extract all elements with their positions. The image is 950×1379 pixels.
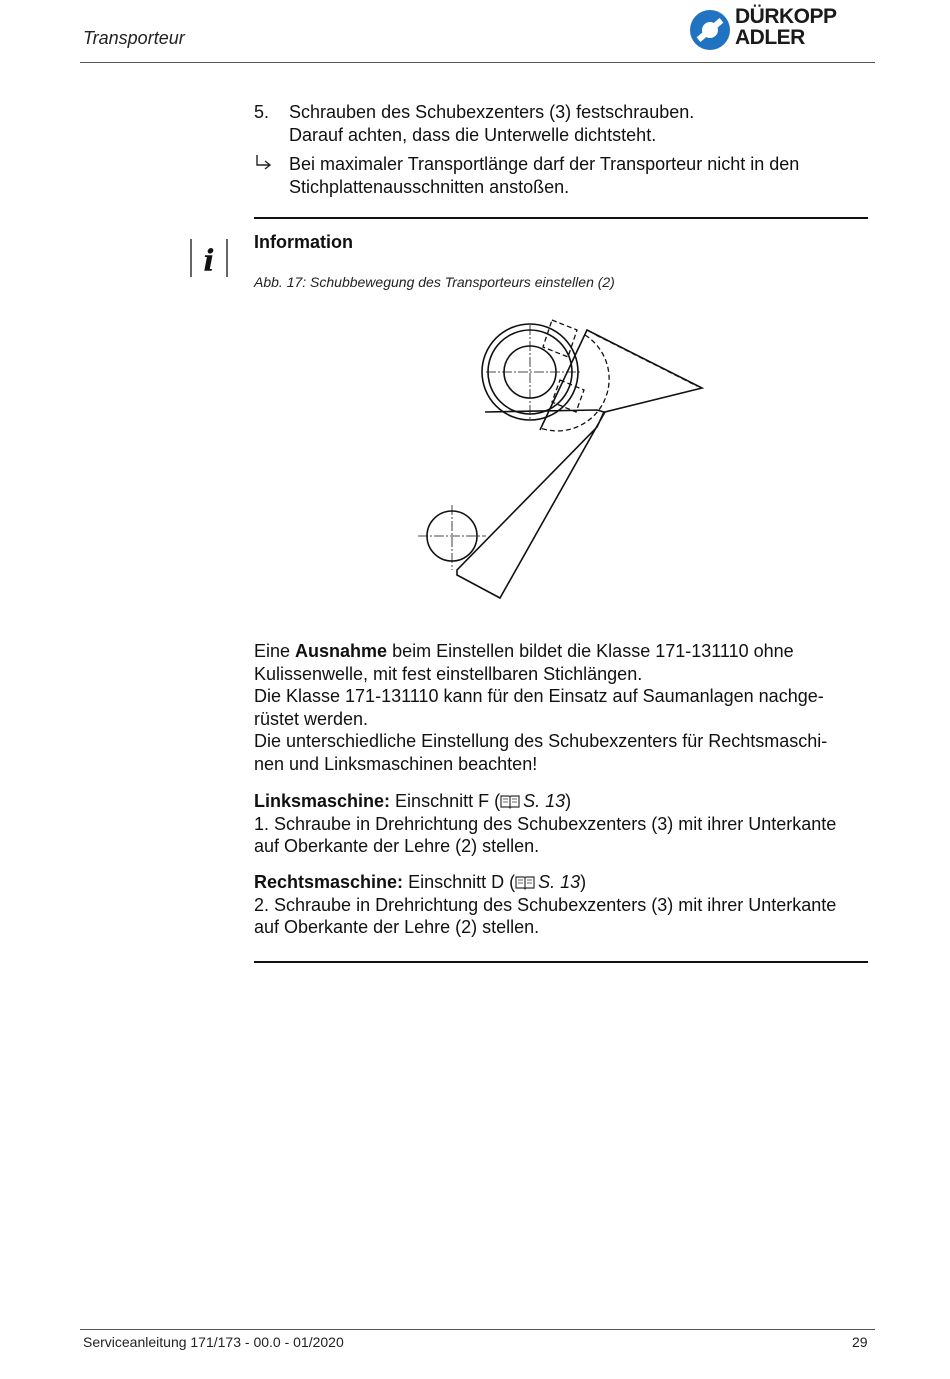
rechts-text: Einschnitt D (	[403, 872, 516, 892]
rechts-line-2: 2. Schraube in Drehrichtung des Schubexzenters (3) mit ihrer Unterkante	[254, 894, 837, 915]
result-arrow-icon	[254, 153, 274, 175]
step-text	[289, 101, 869, 146]
logo-line-2: ADLER	[735, 26, 805, 49]
links-section	[254, 790, 868, 858]
links-heading	[254, 790, 868, 813]
svg-text:i: i	[203, 244, 215, 277]
header-rule	[80, 62, 875, 63]
step-line-1: Schrauben des Schubexzenters (3) festschrauben.	[289, 102, 695, 122]
dashed-upper-edge	[596, 335, 697, 386]
paragraph-line-2: Kulissenwelle, mit fest einstellbaren Stichlängen.	[254, 663, 643, 684]
links-page-ref[interactable]: S. 13	[523, 791, 566, 811]
rechts-page-ref[interactable]: S. 13	[538, 872, 581, 892]
exception-paragraph	[254, 640, 868, 775]
links-line-3: auf Oberkante der Lehre (2) stellen.	[254, 836, 540, 856]
step-line-2: Darauf achten, dass die Unterwelle dichtsteht.	[289, 124, 657, 145]
step-number: 5.	[254, 102, 270, 122]
rechts-close: )	[580, 872, 587, 892]
book-icon	[515, 875, 535, 890]
info-box-bottom-rule	[254, 961, 868, 963]
rechts-section	[254, 871, 868, 939]
links-text: Einschnitt F (	[390, 791, 501, 811]
transporter-diagram	[410, 305, 710, 605]
logo-line-1: DÜRKOPP	[735, 5, 837, 28]
paragraph-line-1-pre: Eine	[254, 641, 296, 661]
paragraph-line-1-post: beim Einstellen bildet die Klasse 171-131110 ohne	[387, 641, 794, 661]
paragraph-emphasis: Ausnahme	[295, 641, 388, 661]
dashed-block-1	[543, 320, 577, 357]
paragraph-line-4: rüstet werden.	[254, 708, 369, 729]
links-line-2: 1. Schraube in Drehrichtung des Schubexzenters (3) mit ihrer Unterkante	[254, 813, 837, 834]
page-header-title: Transporteur	[83, 28, 185, 48]
result-text	[289, 153, 869, 198]
rechts-line-3: auf Oberkante der Lehre (2) stellen.	[254, 917, 540, 937]
rechts-heading	[254, 871, 868, 894]
result-line-2: Stichplattenausschnitten anstoßen.	[289, 176, 570, 197]
info-title: Information	[254, 232, 353, 252]
info-box-top-rule	[254, 217, 868, 219]
transporter-arm	[457, 330, 702, 598]
paragraph-line-1	[254, 640, 868, 663]
links-label: Linksmaschine:	[254, 791, 391, 811]
links-close: )	[565, 791, 572, 811]
page-number: 29	[852, 1334, 868, 1350]
logo-wordmark	[735, 6, 837, 48]
rechts-label: Rechtsmaschine:	[254, 872, 404, 892]
footer-document-id: Serviceanleitung 171/173 - 00.0 - 01/2020	[83, 1334, 344, 1350]
figure-caption: Abb. 17: Schubbewegung des Transporteurs einstellen (2)	[254, 274, 615, 290]
paragraph-line-6: nen und Linksmaschinen beachten!	[254, 753, 538, 774]
info-icon	[190, 239, 228, 277]
book-icon	[500, 794, 520, 809]
result-line-1: Bei maximaler Transportlänge darf der Transporteur nicht in den	[289, 154, 800, 174]
footer-rule	[80, 1329, 875, 1330]
paragraph-line-5: Die unterschiedliche Einstellung des Schubexzenters für Rechtsmaschi-	[254, 731, 828, 751]
paragraph-line-3: Die Klasse 171-131110 kann für den Einsatz auf Saumanlagen nachge-	[254, 686, 824, 706]
